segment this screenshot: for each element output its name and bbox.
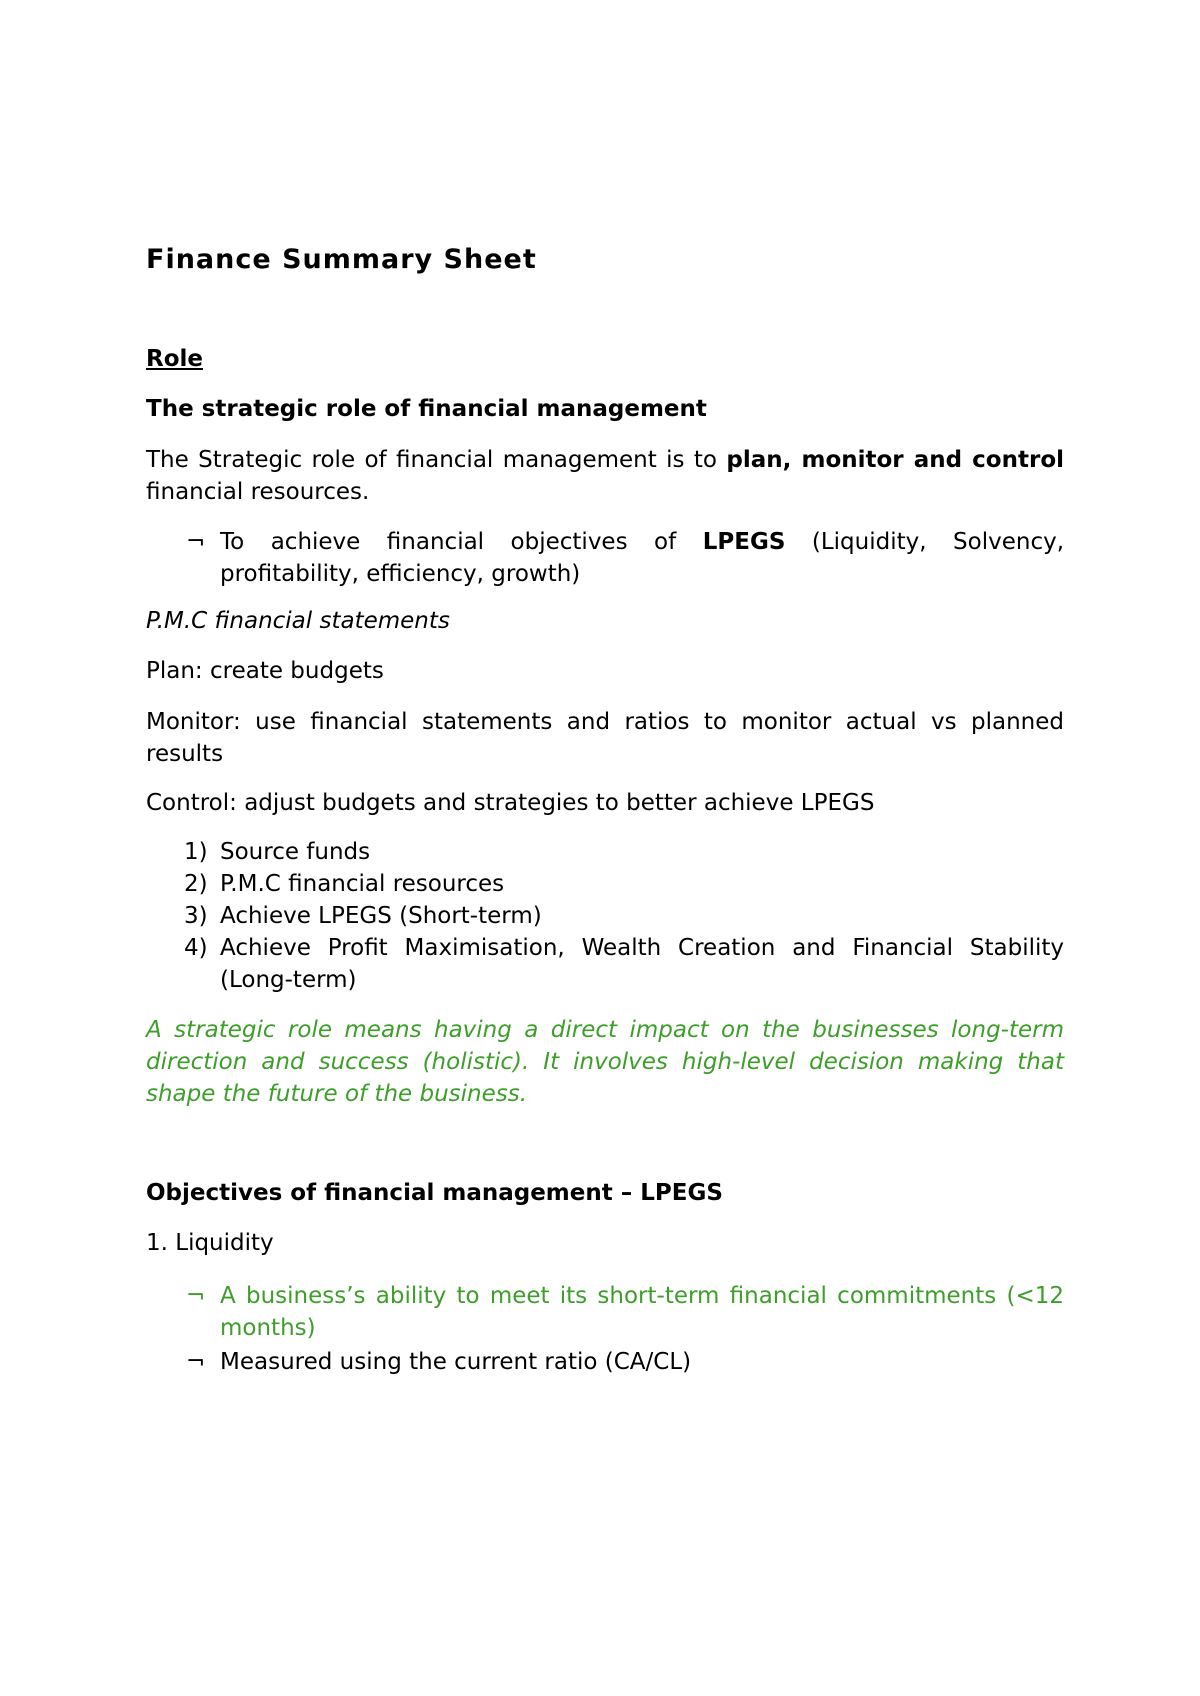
strategic-para-prefix: The Strategic role of financial management is to bbox=[146, 447, 727, 473]
pmc-heading: P.M.C financial statements bbox=[146, 608, 450, 634]
step-item bbox=[146, 836, 1064, 868]
bullet-mark: ¬ bbox=[186, 1283, 206, 1309]
bullet-mark: ¬ bbox=[186, 1349, 206, 1375]
liquidity-bullet bbox=[146, 1346, 1064, 1378]
role-heading: Role bbox=[146, 346, 203, 372]
monitor-line: Monitor: use financial statements and ratios to monitor actual vs planned results bbox=[146, 709, 1064, 767]
control-line: Control: adjust budgets and strategies to better achieve LPEGS bbox=[146, 790, 875, 816]
plan-line: Plan: create budgets bbox=[146, 658, 384, 684]
lpegs-bullet-prefix: To achieve financial objectives of bbox=[220, 529, 703, 555]
liquidity-bullet-text: A business’s ability to meet its short-term financial commitments (<12 months) bbox=[220, 1283, 1064, 1341]
bullet-mark: ¬ bbox=[186, 529, 206, 555]
objectives-heading: Objectives of financial management – LPEGS bbox=[146, 1180, 723, 1206]
step-text: Source funds bbox=[220, 839, 371, 865]
strategic-para-bold: plan, monitor and control bbox=[726, 447, 1064, 473]
document-title: Finance Summary Sheet bbox=[146, 244, 537, 275]
liquidity-heading: 1. Liquidity bbox=[146, 1230, 274, 1256]
lpegs-bullet-text bbox=[220, 526, 1064, 590]
lpegs-bullet-suffix: (Liquidity, Solvency, profitability, efficiency, growth) bbox=[220, 529, 1065, 587]
step-text: Achieve LPEGS (Short-term) bbox=[220, 903, 542, 929]
strategic-role-heading: The strategic role of financial management bbox=[146, 396, 707, 422]
strategic-para-suffix: financial resources. bbox=[146, 479, 370, 505]
step-item bbox=[146, 932, 1064, 996]
step-number: 3) bbox=[184, 903, 208, 929]
liquidity-bullet bbox=[146, 1280, 1064, 1344]
liquidity-bullet-text: Measured using the current ratio (CA/CL) bbox=[220, 1349, 692, 1375]
step-text: Achieve Profit Maximisation, Wealth Creation and Financial Stability (Long-term) bbox=[220, 935, 1064, 993]
lpegs-bullet-bold: LPEGS bbox=[702, 529, 786, 555]
lpegs-bullet bbox=[146, 526, 1064, 590]
step-number: 4) bbox=[184, 935, 208, 961]
strategic-role-paragraph bbox=[146, 444, 1064, 508]
step-number: 1) bbox=[184, 839, 208, 865]
step-number: 2) bbox=[184, 871, 208, 897]
step-text: P.M.C financial resources bbox=[220, 871, 505, 897]
step-item bbox=[146, 900, 1064, 932]
strategic-definition: A strategic role means having a direct impact on the businesses long-term direction and success (holistic). It involves high-level decision making that shape the future of the business. bbox=[146, 1017, 1064, 1107]
step-item bbox=[146, 868, 1064, 900]
